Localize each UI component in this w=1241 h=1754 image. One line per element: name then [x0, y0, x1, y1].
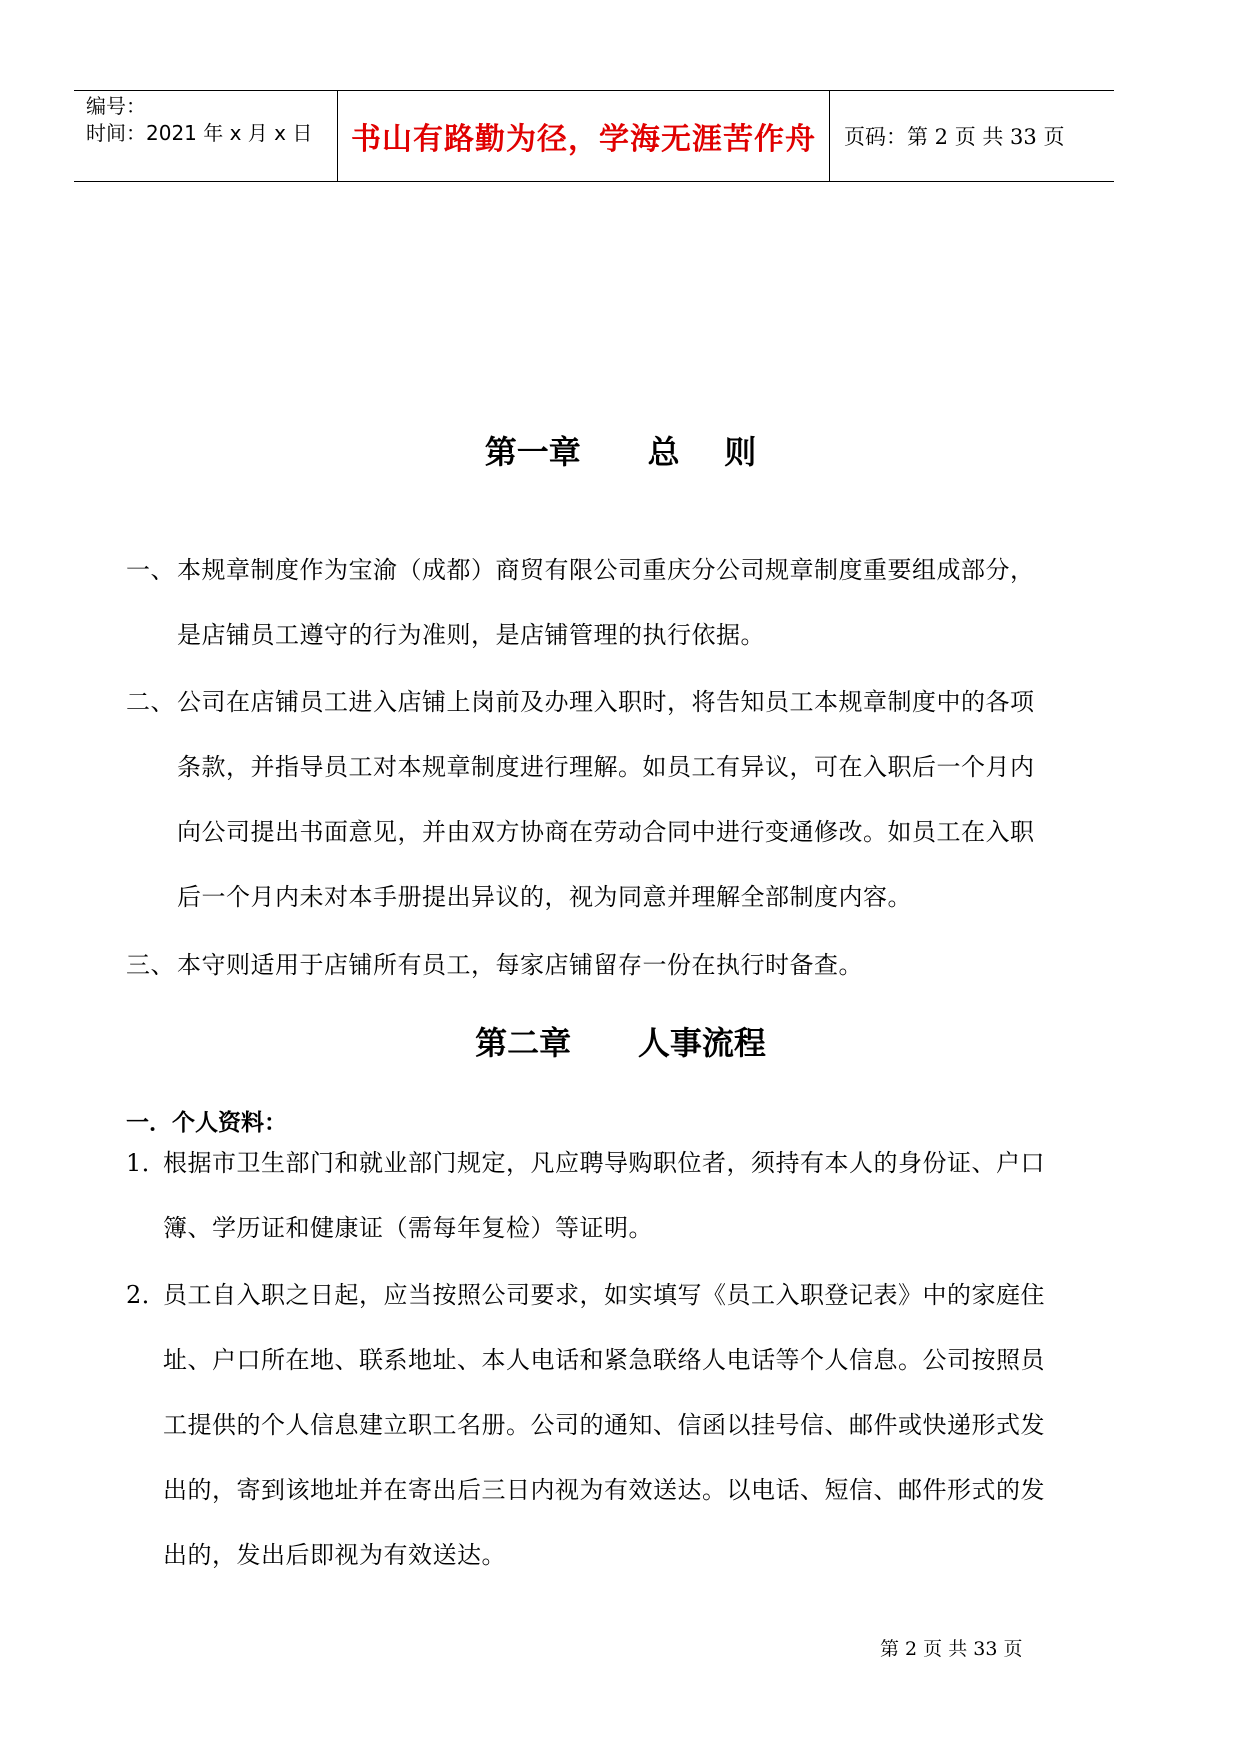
item-marker: 二、 — [126, 688, 175, 716]
page-header — [74, 90, 1114, 182]
chapter-2-item-2 — [126, 1263, 1059, 1588]
item-marker: 2． — [126, 1281, 167, 1309]
chapter-2-item-1 — [126, 1131, 1059, 1261]
item-marker: 一、 — [126, 556, 175, 584]
chapter-1-title: 第一章 总 则 — [484, 433, 757, 471]
item-text: 本守则适用于店铺所有员工，每家店铺留存一份在执行时备查。 — [177, 951, 863, 979]
header-motto: 书山有路勤为径，学海无涯苦作舟 — [338, 91, 830, 181]
chapter-1-item-2 — [126, 670, 1057, 930]
item-marker: 三、 — [126, 951, 175, 979]
item-marker: 1． — [126, 1149, 167, 1177]
header-meta — [74, 91, 338, 181]
chapter-1-item-1 — [126, 538, 1057, 668]
section-personal-info-heading: 一．个人资料： — [126, 1109, 287, 1136]
header-page-code: 页码：第 2 页 共 33 页 — [844, 125, 1065, 149]
chapter-1-item-3 — [126, 933, 1057, 998]
chapter-2-title: 第二章 人事流程 — [475, 1024, 766, 1062]
item-text: 根据市卫生部门和就业部门规定，凡应聘导购职位者，须持有本人的身份证、户口簿、学历证和健康证（需每年复检）等证明。 — [163, 1149, 1045, 1242]
document-number-label: 编号： — [86, 94, 146, 118]
item-text: 本规章制度作为宝渝（成都）商贸有限公司重庆分公司规章制度重要组成部分，是店铺员工遵守的行为准则，是店铺管理的执行依据。 — [177, 556, 1035, 649]
item-text: 员工自入职之日起，应当按照公司要求，如实填写《员工入职登记表》中的家庭住址、户口所在地、联系地址、本人电话和紧急联络人电话等个人信息。公司按照员工提供的个人信息建立职工名册。公司的通知、信函以挂号信、邮件或快递形式发出的，寄到该地址并在寄出后三日内视为有效送达。以电话、短信、邮件形式的发出的，发出后即视为有效送达。 — [163, 1281, 1045, 1569]
document-time-label: 时间：2021 年 x 月 x 日 — [86, 121, 313, 145]
item-text: 公司在店铺员工进入店铺上岗前及办理入职时，将告知员工本规章制度中的各项条款，并指导员工对本规章制度进行理解。如员工有异议，可在入职后一个月内向公司提出书面意见，并由双方协商在劳动合同中进行变通修改。如员工在入职后一个月内未对本手册提出异议的，视为同意并理解全部制度内容。 — [177, 688, 1035, 911]
page-footer: 第 2 页 共 33 页 — [880, 1638, 1023, 1660]
